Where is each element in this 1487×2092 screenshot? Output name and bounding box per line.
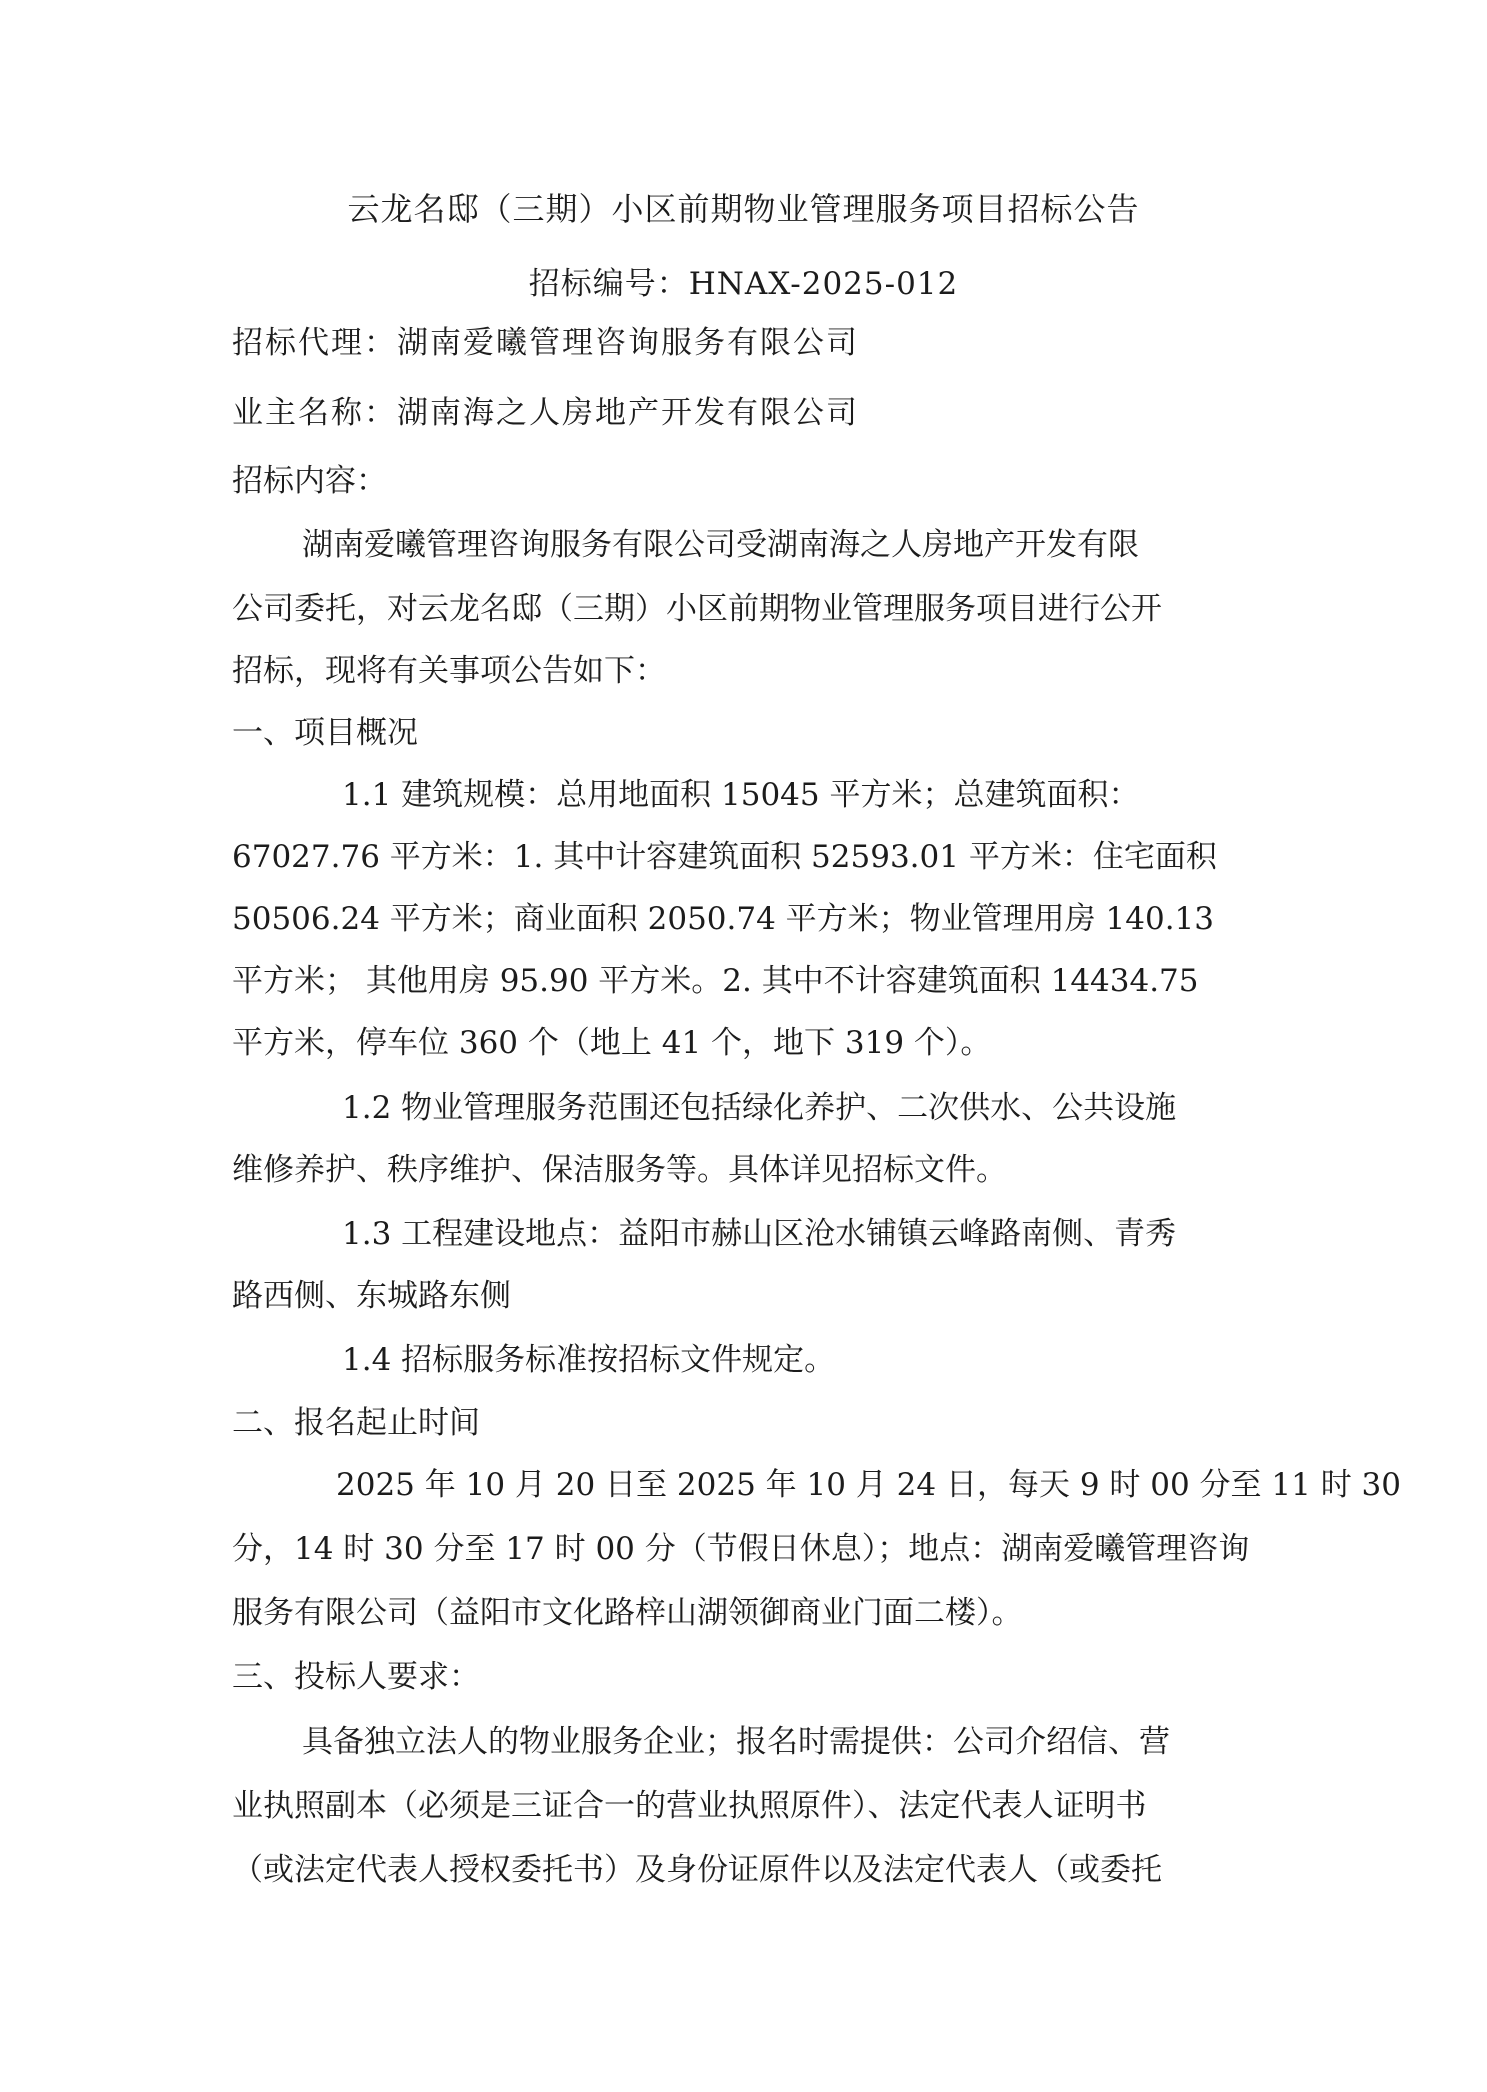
item-line: 1.3 工程建设地点：益阳市赫山区沧水铺镇云峰路南侧、青秀 bbox=[342, 1216, 1177, 1252]
body-line: （或法定代表人授权委托书）及身份证原件以及法定代表人（或委托 bbox=[232, 1852, 1162, 1888]
section-2-heading: 二、报名起止时间 bbox=[232, 1405, 480, 1441]
item-line: 1.1 建筑规模：总用地面积 15045 平方米；总建筑面积： bbox=[342, 777, 1140, 813]
item-line: 平方米； 其他用房 95.90 平方米。2. 其中不计容建筑面积 14434.75 bbox=[232, 963, 1199, 999]
body-line: 分，14 时 30 分至 17 时 00 分（节假日休息）；地点：湖南爱曦管理咨询 bbox=[232, 1531, 1250, 1567]
tender-agent: 招标代理：湖南爱曦管理咨询服务有限公司 bbox=[232, 325, 859, 361]
intro-line: 招标，现将有关事项公告如下： bbox=[232, 653, 666, 689]
item-1-4: 1.4 招标服务标准按招标文件规定。 bbox=[342, 1342, 836, 1378]
body-line: 业执照副本（必须是三证合一的营业执照原件）、法定代表人证明书 bbox=[232, 1788, 1147, 1824]
body-line: 具备独立法人的物业服务企业；报名时需提供：公司介绍信、营 bbox=[302, 1724, 1170, 1760]
item-line: 平方米，停车位 360 个（地上 41 个，地下 319 个）。 bbox=[232, 1025, 992, 1061]
item-line: 1.2 物业管理服务范围还包括绿化养护、二次供水、公共设施 bbox=[342, 1090, 1177, 1126]
owner-name: 业主名称：湖南海之人房地产开发有限公司 bbox=[232, 395, 859, 431]
body-line: 2025 年 10 月 20 日至 2025 年 10 月 24 日，每天 9 时 00 分至 11 时 30 bbox=[336, 1467, 1402, 1503]
tender-number: 招标编号：HNAX-2025-012 bbox=[528, 266, 959, 302]
item-line: 维修养护、秩序维护、保洁服务等。具体详见招标文件。 bbox=[232, 1152, 1007, 1188]
item-line: 67027.76 平方米：1. 其中计容建筑面积 52593.01 平方米：住宅面积 bbox=[232, 839, 1217, 875]
intro-line: 公司委托，对云龙名邸（三期）小区前期物业管理服务项目进行公开 bbox=[232, 591, 1162, 627]
item-line: 50506.24 平方米；商业面积 2050.74 平方米；物业管理用房 140.13 bbox=[232, 901, 1214, 937]
body-line: 服务有限公司（益阳市文化路梓山湖领御商业门面二楼）。 bbox=[232, 1595, 1023, 1631]
document-title: 云龙名邸（三期）小区前期物业管理服务项目招标公告 bbox=[347, 190, 1140, 228]
section-1-heading: 一、项目概况 bbox=[232, 715, 418, 751]
item-line: 路西侧、东城路东侧 bbox=[232, 1278, 511, 1314]
intro-line: 湖南爱曦管理咨询服务有限公司受湖南海之人房地产开发有限 bbox=[302, 527, 1139, 563]
section-3-heading: 三、投标人要求： bbox=[232, 1659, 480, 1695]
content-label: 招标内容： bbox=[232, 463, 387, 499]
